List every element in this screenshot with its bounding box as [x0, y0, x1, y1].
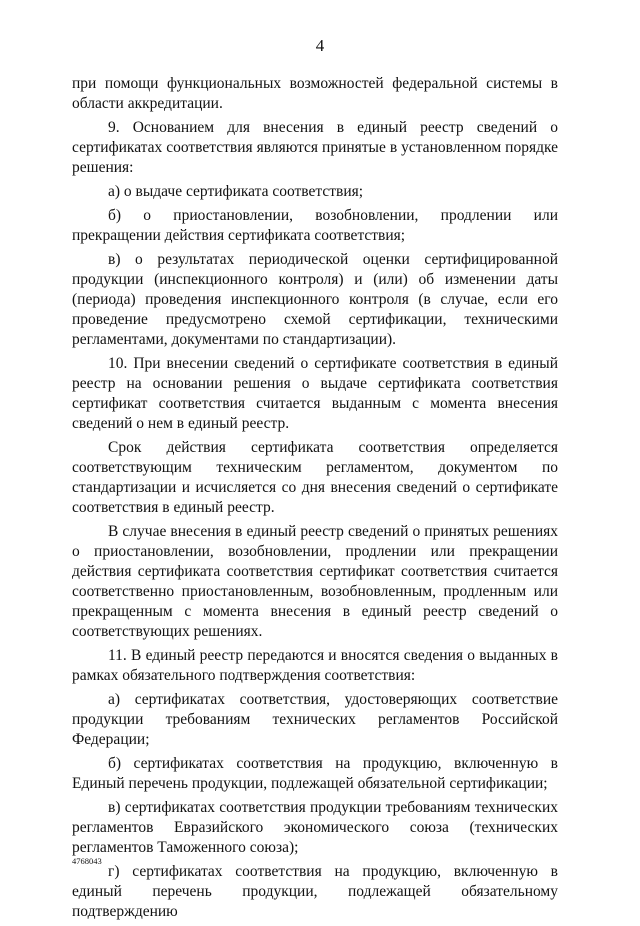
paragraph: а) о выдаче сертификата соответствия; — [108, 183, 364, 200]
document-code: 4768043 — [72, 856, 102, 866]
document-body — [72, 74, 558, 926]
paragraph: б) сертификатах соответствия на продукцию, включенную в Единый перечень продукции, подлежащей обязательной сертификации; — [72, 755, 558, 792]
paragraph: б) о приостановлении, возобновлении, продлении или прекращении действия сертификата соответствия; — [72, 207, 558, 244]
paragraph: 9. Основанием для внесения в единый реестр сведений о сертификатах соответствия являются принятые в установленном порядке решения: — [72, 119, 558, 176]
paragraph: г) сертификатах соответствия на продукцию, включенную в единый перечень продукции, подлежащей обязательному подтверждению — [72, 863, 558, 920]
paragraph: а) сертификатах соответствия, удостоверяющих соответствие продукции требованиям технических регламентов Российской Федерации; — [72, 691, 558, 748]
paragraph: 10. При внесении сведений о сертификате соответствия в единый реестр на основании решения о выдаче сертификата соответствия сертификат соответствия считается выданным с момента внесения сведений о нем в единый реестр. — [72, 355, 558, 432]
paragraph: при помощи функциональных возможностей федеральной системы в области аккредитации. — [72, 75, 558, 112]
paragraph: Срок действия сертификата соответствия определяется соответствующим техническим регламентом, документом по стандартизации и исчисляется со дня внесения сведений о сертификате соответствия в единый реестр. — [72, 439, 558, 516]
paragraph: в) о результатах периодической оценки сертифицированной продукции (инспекционного контроля) и (или) об изменении даты (периода) проведения инспекционного контроля (в случае, если его проведение предусмотрено схемой сертификации, техническими регламентами, документами по стандартизации). — [72, 251, 558, 348]
paragraph: В случае внесения в единый реестр сведений о принятых решениях о приостановлении, возобновлении, продлении или прекращении действия сертификата соответствия сертификат соответствия считается соответственно приостановленным, возобновленным, продленным или прекращенным с момента внесения в единый реестр сведений о соответствующих решениях. — [72, 523, 558, 640]
paragraph: в) сертификатах соответствия продукции требованиям технических регламентов Евразийского экономического союза (технических регламентов Таможенного союза); — [72, 799, 558, 856]
paragraph: 11. В единый реестр передаются и вносятся сведения о выданных в рамках обязательного подтверждения соответствия: — [72, 647, 558, 684]
page-number: 4 — [315, 36, 325, 55]
